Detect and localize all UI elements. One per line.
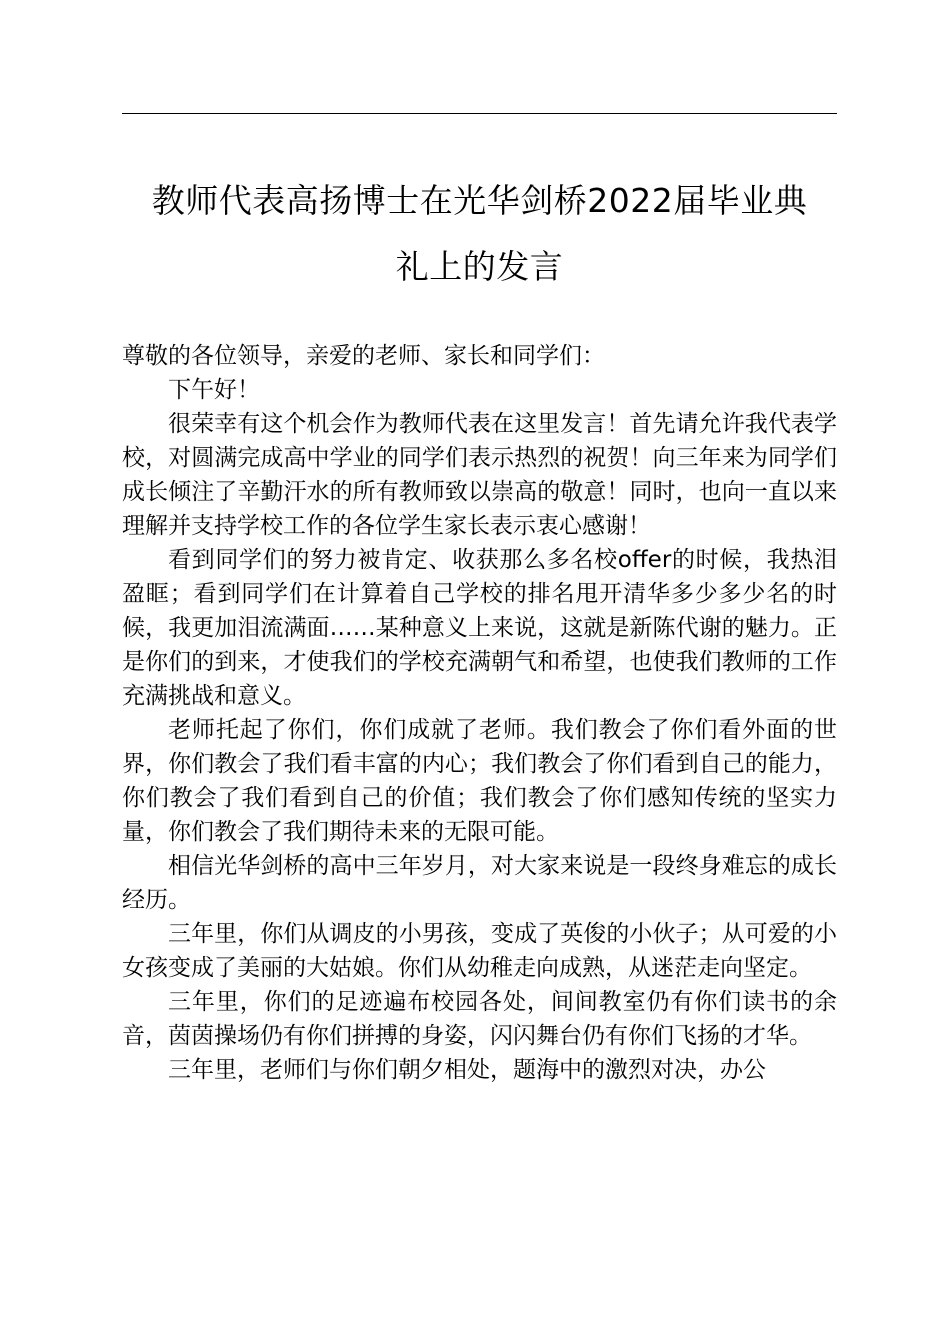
paragraph: 三年里，你们从调皮的小男孩，变成了英俊的小伙子；从可爱的小女孩变成了美丽的大姑娘。你们从幼稚走向成熟，从迷茫走向坚定。 <box>122 921 837 981</box>
header-rule <box>122 113 837 114</box>
paragraph: 三年里，你们的足迹遍布校园各处，间间教室仍有你们读书的余音，茵茵操场仍有你们拼搏的身姿，闪闪舞台仍有你们飞扬的才华。 <box>122 989 837 1049</box>
paragraph: 老师托起了你们，你们成就了老师。我们教会了你们看外面的世界，你们教会了我们看丰富的内心；我们教会了你们看到自己的能力，你们教会了我们看到自己的价值；我们教会了你们感知传统的坚实力量，你们教会了我们期待未来的无限可能。 <box>122 717 837 845</box>
salutation: 尊敬的各位领导，亲爱的老师、家长和同学们： <box>122 343 605 369</box>
paragraph: 看到同学们的努力被肯定、收获那么多名校offer的时候，我热泪盈眶；看到同学们在计算着自己学校的排名甩开清华多少多少名的时候，我更加泪流满面……某种意义上来说，这就是新陈代谢的魅力。正是你们的到来，才使我们的学校充满朝气和希望，也使我们教师的工作充满挑战和意义。 <box>122 547 837 709</box>
document-title <box>122 168 837 300</box>
title-line-1: 教师代表高扬博士在光华剑桥2022届毕业典 <box>151 181 808 220</box>
paragraph: 三年里，老师们与你们朝夕相处，题海中的激烈对决，办公 <box>168 1057 766 1083</box>
paragraph: 很荣幸有这个机会作为教师代表在这里发言！首先请允许我代表学校，对圆满完成高中学业的同学们表示热烈的祝贺！向三年来为同学们成长倾注了辛勤汗水的所有教师致以崇高的敬意！同时，也向一直以来理解并支持学校工作的各位学生家长表示衷心感谢！ <box>122 411 837 539</box>
paragraph: 相信光华剑桥的高中三年岁月，对大家来说是一段终身难忘的成长经历。 <box>122 853 837 913</box>
paragraph: 下午好！ <box>168 377 260 403</box>
title-line-2: 礼上的发言 <box>395 247 564 286</box>
document-body <box>122 339 837 1087</box>
